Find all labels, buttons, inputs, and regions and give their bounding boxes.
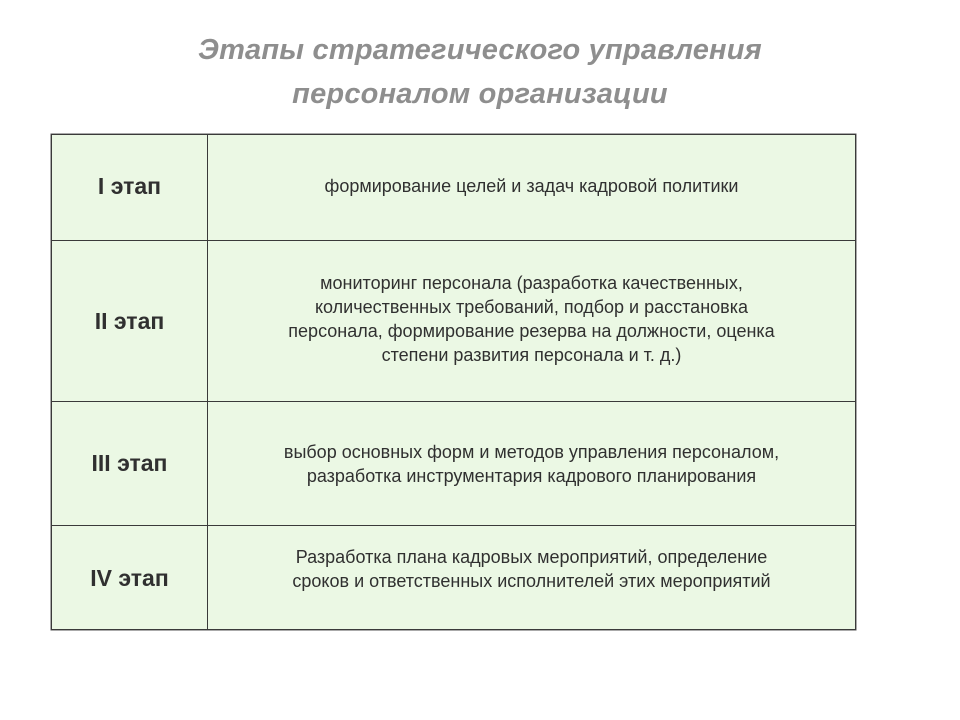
stage-description-3 — [208, 402, 856, 526]
stage-description-2 — [208, 241, 856, 402]
stage-3-line-1: выбор основных форм и методов управления персоналом, — [283, 441, 780, 462]
stage-row-1 — [52, 135, 856, 241]
stage-3-line-2: разработка инструментария кадрового планирования — [306, 465, 757, 486]
stage-2-line-1: мониторинг персонала (разработка качественных, — [320, 273, 743, 293]
stage-row-2 — [52, 241, 856, 402]
stages-table — [51, 134, 856, 630]
stage-2-line-3: персонала, формирование резерва на должности, оценка — [288, 321, 775, 341]
stage-description-4 — [208, 526, 856, 630]
stage-row-4 — [52, 526, 856, 630]
stage-1-line-1: формирование целей и задач кадровой политики — [324, 175, 739, 196]
stage-4-line-2: сроков и ответственных исполнителей этих мероприятий — [292, 570, 771, 591]
stage-label-4: IV этап — [52, 526, 208, 630]
stage-4-line-1: Разработка плана кадровых мероприятий, определение — [295, 546, 768, 567]
stage-row-3 — [52, 402, 856, 526]
stage-description-1 — [208, 135, 856, 241]
title-line-2: персоналом организации — [292, 78, 668, 110]
title-line-1: Этапы стратегического управления — [198, 34, 762, 66]
stage-2-line-4: степени развития персонала и т. д.) — [381, 345, 682, 365]
stage-label-1: I этап — [52, 135, 208, 241]
stage-label-3: III этап — [52, 402, 208, 526]
stage-2-line-2: количественных требований, подбор и расстановка — [314, 297, 748, 317]
stage-label-2: II этап — [52, 241, 208, 402]
slide-title — [0, 28, 960, 116]
